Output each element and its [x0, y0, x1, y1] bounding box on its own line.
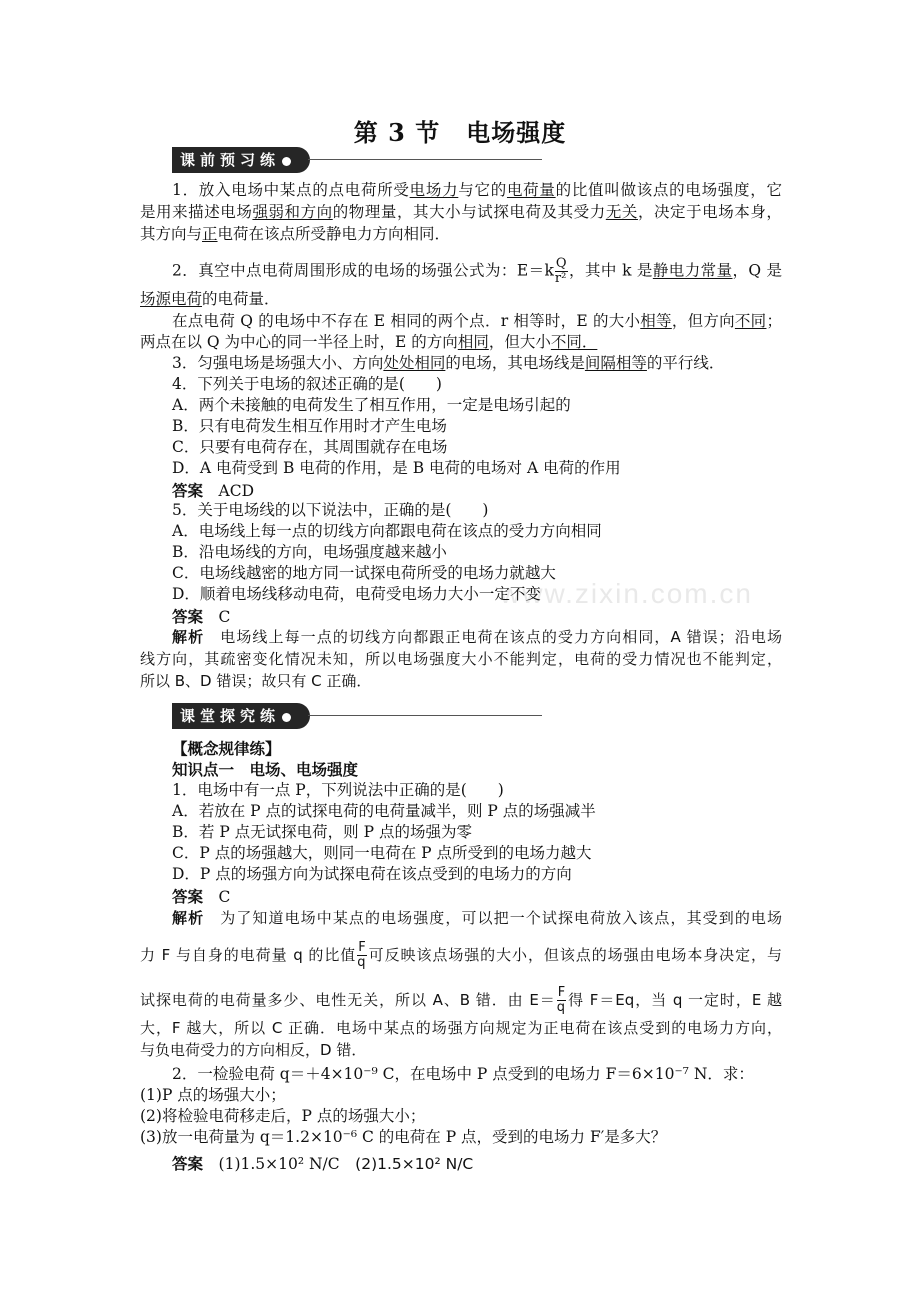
knowledge-point: 知识点一 电场、电场强度: [172, 760, 359, 779]
option-a: A．电场线上每一点的切线方向都跟电荷在该点的受力方向相同: [172, 522, 602, 540]
section-label: 课堂探究练: [180, 707, 281, 725]
option-d: D．顺着电场线移动电荷，电荷受电场力大小一定不变: [172, 585, 541, 603]
subheading: 【概念规律练】: [172, 739, 281, 758]
divider: [308, 715, 542, 716]
option-d: D．P 点的场强方向为试探电荷在该点受到的电场力的方向: [172, 865, 572, 883]
text-line: 3．匀强电场是场强大小、方向处处相同的电场，其电场线是间隔相等的平行线．: [172, 354, 725, 372]
explanation: 试探电荷的电荷量多少、电性无关，所以 A、B 错．由 E＝ $\frac{F}{q}$ 得 F＝Eq，当 q 一定时，E 越: [140, 985, 783, 1015]
explanation: 大，F 越大，所以 C 正确．电场中某点的场强方向规定为正电荷在该点受到的电场力方向，: [140, 1019, 782, 1037]
sub-question: (2)将检验电荷移走后，P 点的场强大小；: [140, 1107, 426, 1125]
option-d: D．A 电荷受到 B 电荷的作用，是 B 电荷的电场对 A 电荷的作用: [172, 459, 621, 477]
sub-question: (3)放一电荷量为 q＝1.2×10⁻⁶ C 的电荷在 P 点，受到的电场力 F′是多大？: [140, 1128, 667, 1146]
text-line: 在点电荷 Q 的电场中不存在 E 相同的两个点．r 相等时，E 的大小相等，但方向不同；: [172, 312, 782, 330]
explanation: 力 F 与自身的电荷量 q 的比值 $\frac{F}{q}$ 可反映该点场强的大小，但该点的场强由电场本身决定，与: [140, 940, 782, 970]
option-c: C．只要有电荷存在，其周围就存在电场: [172, 438, 448, 456]
text-line: 场源电荷的电荷量．: [140, 290, 280, 308]
text-line: 其方向与正电荷在该点所受静电力方向相同．: [140, 225, 451, 243]
watermark: www.zixin.com.cn: [500, 578, 753, 609]
option-c: C．电场线越密的地方同一试探电荷所受的电场力就越大: [172, 564, 556, 582]
text-line: 1．放入电场中某点的点电荷所受电场力与它的电荷量的比值叫做该点的电场强度，它: [172, 181, 782, 199]
text-line: 2．真空中点电荷周围形成的电场的场强公式为：E＝k $\frac{Q}{\text{r²}}$ ，其中 k 是静电力常量，Q 是: [172, 256, 782, 286]
formula-fraction: $\frac{Q}{\text{r²}}$: [554, 256, 567, 286]
section-header-preview: [172, 147, 542, 173]
section-label: 课前预习练: [180, 151, 281, 169]
explanation: 所以 B、D 错误；故只有 C 正确．: [140, 672, 372, 690]
option-c: C．P 点的场强越大，则同一电荷在 P 点所受到的电场力越大: [172, 844, 592, 862]
explanation: 与负电荷受力的方向相反，D 错．: [140, 1041, 367, 1059]
divider: [308, 159, 542, 160]
option-b: B．只有电荷发生相互作用时才产生电场: [172, 417, 447, 435]
option-b: B．沿电场线的方向，电场强度越来越小: [172, 543, 447, 561]
text-line: 两点在以 Q 为中心的同一半径上时，E 的方向相同，但大小不同．: [140, 333, 598, 351]
option-b: B．若 P 点无试探电荷，则 P 点的场强为零: [172, 823, 472, 841]
answer: 答案 C: [172, 607, 231, 626]
bullet-dot-icon: [282, 713, 291, 722]
text-line: 是用来描述电场强弱和方向的物理量，其大小与试探电荷及其受力无关，决定于电场本身，: [140, 203, 782, 221]
explanation: 线方向，其疏密变化情况未知，所以电场强度大小不能判定，电荷的受力情况也不能判定，: [140, 650, 782, 668]
explanation: 解析 为了知道电场中某点的电场强度，可以把一个试探电荷放入该点，其受到的电场: [172, 909, 782, 927]
answer: 答案 (1)1.5×10² N/C (2)1.5×10² N/C: [172, 1154, 474, 1173]
question-stem: 1．电场中有一点 P，下列说法中正确的是( ): [172, 781, 504, 799]
bullet-dot-icon: [282, 157, 291, 166]
option-a: A．两个未接触的电荷发生了相互作用，一定是电场引起的: [172, 396, 571, 414]
page-title: 第 3 节 电场强度: [353, 118, 567, 147]
question-stem: 2．一检验电荷 q＝＋4×10⁻⁹ C，在电场中 P 点受到的电场力 F＝6×10⁻⁷ N．求：: [172, 1065, 754, 1083]
question-stem: 4．下列关于电场的叙述正确的是( ): [172, 375, 442, 393]
explanation: 解析 电场线上每一点的切线方向都跟正电荷在该点的受力方向相同，A 错误；沿电场: [172, 628, 782, 646]
sub-question: (1)P 点的场强大小；: [140, 1086, 286, 1104]
option-a: A．若放在 P 点的试探电荷的电荷量减半，则 P 点的场强减半: [172, 802, 596, 820]
answer: 答案 ACD: [172, 481, 255, 500]
formula-fraction: $\frac{F}{q}$: [556, 985, 566, 1015]
formula-fraction: $\frac{F}{q}$: [357, 940, 366, 970]
question-stem: 5．关于电场线的以下说法中，正确的是( ): [172, 501, 489, 519]
answer: 答案 C: [172, 887, 231, 906]
section-header-class: [172, 703, 542, 729]
